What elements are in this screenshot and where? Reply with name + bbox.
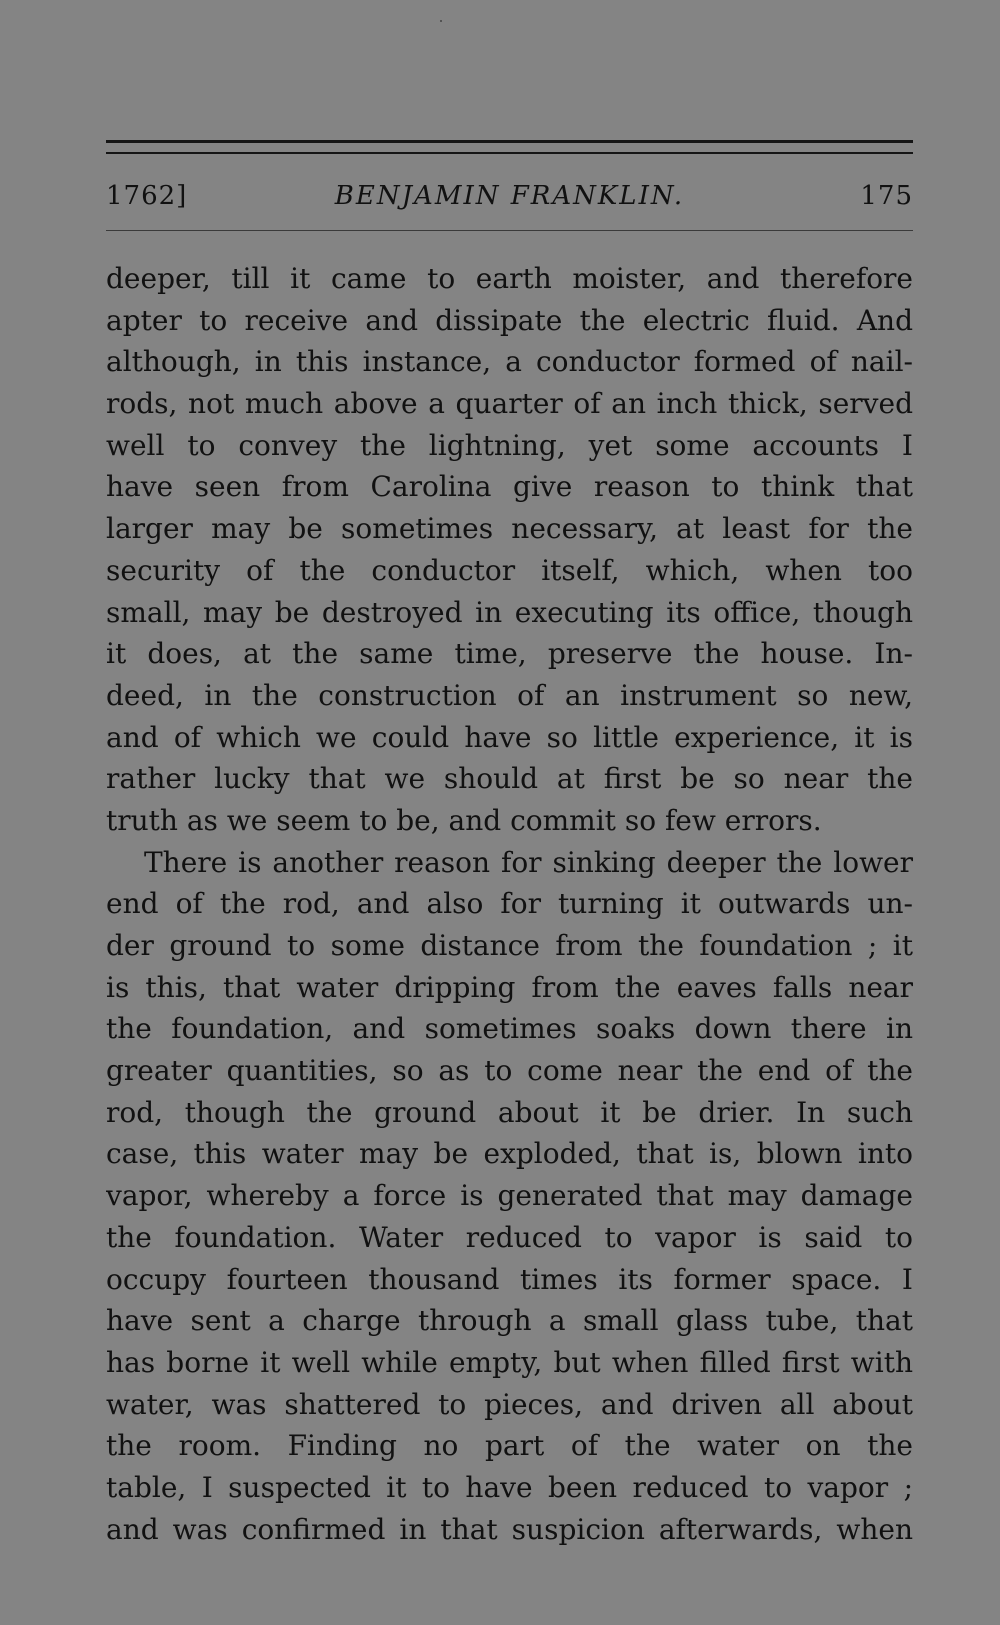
- header-rule-bottom: [106, 230, 913, 231]
- text-line: small, may be destroyed in executing its office, though: [106, 595, 913, 629]
- header-title: BENJAMIN FRANKLIN.: [334, 181, 685, 211]
- text-line: well to convey the lightning, yet some accounts I: [106, 428, 913, 462]
- paragraph-1: [106, 258, 913, 842]
- text-line: apter to receive and dissipate the electric fluid. And: [106, 303, 913, 337]
- text-line: the foundation. Water reduced to vapor is said to: [106, 1220, 913, 1254]
- text-line: and was confirmed in that suspicion afterwards, when: [106, 1512, 913, 1546]
- header-rule-thick: [106, 140, 913, 143]
- text-line: the room. Finding no part of the water on the: [106, 1429, 913, 1463]
- text-line: the foundation, and sometimes soaks down there in: [106, 1012, 913, 1046]
- body-text: [106, 258, 913, 1550]
- text-line: case, this water may be exploded, that is, blown into: [106, 1137, 913, 1171]
- book-page: [106, 0, 913, 1625]
- text-line: deed, in the construction of an instrument so new,: [106, 678, 913, 712]
- text-line: is this, that water dripping from the eaves falls near: [106, 970, 913, 1004]
- text-line: have sent a charge through a small glass tube, that: [106, 1304, 913, 1338]
- running-header: [106, 176, 913, 216]
- header-year: 1762]: [106, 181, 188, 211]
- text-line: has borne it well while empty, but when filled first with: [106, 1345, 913, 1379]
- text-line: There is another reason for sinking deeper the lower: [144, 845, 913, 879]
- text-line: although, in this instance, a conductor formed of nail-: [106, 345, 913, 379]
- text-line: greater quantities, so as to come near the end of the: [106, 1054, 913, 1088]
- text-line: have seen from Carolina give reason to think that: [106, 470, 913, 504]
- text-line: deeper, till it came to earth moister, and therefore: [106, 262, 913, 295]
- paragraph-2: [106, 842, 913, 1551]
- text-line: table, I suspected it to have been reduced to vapor ;: [106, 1470, 913, 1504]
- header-rule-thin: [106, 152, 913, 154]
- text-line: security of the conductor itself, which, when too: [106, 553, 913, 587]
- text-line: it does, at the same time, preserve the house. In-: [106, 637, 913, 671]
- text-line: and of which we could have so little experience, it is: [106, 720, 913, 754]
- text-line: der ground to some distance from the foundation ; it: [106, 929, 913, 962]
- text-line: end of the rod, and also for turning it outwards un-: [106, 887, 913, 921]
- text-line: larger may be sometimes necessary, at least for the: [106, 512, 913, 546]
- text-line: rods, not much above a quarter of an inch thick, served: [106, 387, 913, 421]
- text-line: rather lucky that we should at first be so near the: [106, 762, 913, 796]
- text-line: rod, though the ground about it be drier. In such: [106, 1095, 913, 1129]
- page-number: 175: [860, 181, 913, 211]
- text-line: occupy fourteen thousand times its former space. I: [106, 1262, 913, 1296]
- text-line: truth as we seem to be, and commit so few errors.: [106, 803, 822, 837]
- text-line: water, was shattered to pieces, and driven all about: [106, 1387, 913, 1421]
- text-line: vapor, whereby a force is generated that may damage: [106, 1179, 913, 1213]
